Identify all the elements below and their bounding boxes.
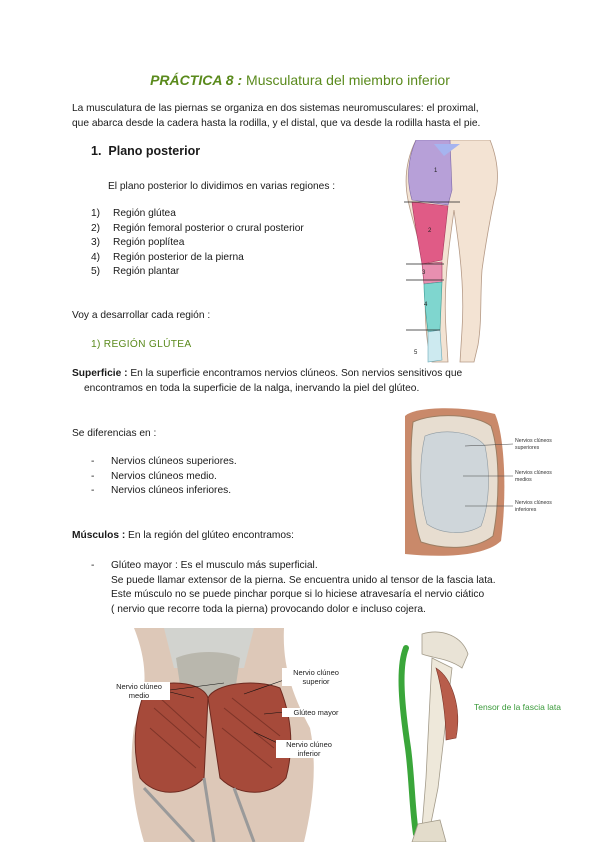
leg-label-1: 1: [434, 168, 438, 174]
buttock-nerves-illustration: [405, 406, 558, 558]
posterior-leg-illustration: [398, 140, 508, 366]
list-number: 5): [91, 266, 101, 278]
tensor-label: Tensor de la fascia lata: [474, 702, 561, 712]
gluteus-label-medio: Nervio clúneo medio: [108, 682, 170, 700]
list-dash: -: [91, 470, 95, 482]
musculos-bold: Músculos :: [72, 530, 126, 541]
superficie-bold: Superficie :: [72, 368, 128, 379]
gluteus-label-inferior: Nervio clúneo inferior: [276, 740, 342, 758]
gluteus-label-mayor: Glúteo mayor: [282, 708, 350, 717]
list-dash: -: [91, 560, 95, 571]
differences-text: Se diferencias en :: [72, 428, 157, 439]
gluteo-line: ( nervio que recorre toda la pierna) provocando dolor e incluso cojera.: [111, 603, 426, 615]
buttock-label-superior: Nervios clúneos superiores: [515, 438, 552, 451]
develop-text: Voy a desarrollar cada región :: [72, 310, 211, 321]
list-number: 3): [91, 237, 101, 249]
superficie-text: En la superficie encontramos nervios clúneos. Son nervios sensitivos que: [127, 368, 463, 379]
list-item: [91, 455, 237, 470]
page-title: [0, 72, 600, 88]
list-number: 4): [91, 251, 101, 263]
leg-label-4: 4: [424, 302, 428, 308]
list-item: [91, 222, 304, 237]
title-rest: Musculatura del miembro inferior: [242, 72, 450, 88]
section-title: Plano posterior: [108, 144, 201, 158]
list-item: [91, 251, 304, 266]
list-label: Región poplítea: [113, 237, 185, 249]
list-label: Región posterior de la pierna: [113, 251, 244, 263]
gluteo-line: Este músculo no se puede pinchar porque si lo hiciese atravesaría el nervio ciático: [111, 589, 485, 600]
title-lead: PRÁCTICA 8 :: [150, 72, 243, 88]
musculos-paragraph: [72, 529, 294, 544]
gluteo-line: Glúteo mayor : Es el musculo más superficial.: [111, 560, 318, 571]
gluteus-label-superior: Nervio clúneo superior: [282, 668, 350, 686]
list-dash: -: [91, 485, 95, 497]
list-item: [91, 265, 304, 280]
leg-svg: [398, 140, 508, 366]
leg-label-2: 2: [428, 228, 432, 234]
intro-line: La musculatura de las piernas se organiza en dos sistemas neuromusculares: el proximal,: [72, 103, 479, 114]
section-number: 1.: [91, 144, 102, 158]
list-number: 2): [91, 222, 101, 234]
regions-list: [91, 207, 304, 280]
section-subtitle: El plano posterior lo dividimos en varias regiones :: [108, 181, 336, 192]
gluteo-line: Se puede llamar extensor de la pierna. Se encuentra unido al tensor de la fascia lata.: [111, 574, 496, 586]
intro-line: que abarca desde la cadera hasta la rodilla, y el distal, que va desde la rodilla hasta el pie.: [72, 117, 481, 129]
leg-label-3: 3: [422, 270, 426, 276]
buttock-label-inferior: Nervios clúneos inferiores: [515, 500, 552, 513]
leg-label-5: 5: [414, 350, 418, 356]
list-label: Nervios clúneos inferiores.: [111, 485, 232, 497]
tensor-fascia-illustration: [392, 628, 472, 842]
list-label: Nervios clúneos superiores.: [111, 456, 237, 467]
list-number: 1): [91, 208, 101, 219]
buttock-label-medio: Nervios clúneos medios: [515, 470, 552, 483]
superficie-line: encontramos en toda la superficie de la nalga, inervando la piel del glúteo.: [84, 382, 420, 394]
superficie-paragraph: [72, 367, 542, 396]
gluteo-item: [91, 559, 561, 617]
list-label: Región glútea: [113, 208, 176, 219]
intro-paragraph: [72, 102, 542, 131]
list-dash: -: [91, 456, 95, 467]
musculos-text: En la región del glúteo encontramos:: [125, 530, 294, 541]
gluteus-svg: [104, 628, 351, 842]
list-item: [91, 484, 237, 499]
list-label: Región plantar: [113, 266, 180, 278]
list-item: [91, 470, 237, 485]
section-heading: [91, 144, 200, 158]
region-heading: 1) REGIÓN GLÚTEA: [91, 339, 192, 350]
list-label: Región femoral posterior o crural posterior: [113, 222, 304, 234]
plantar-region-shape: [428, 330, 442, 362]
list-item: [91, 207, 304, 222]
list-item: [91, 236, 304, 251]
nerves-list: [91, 455, 237, 499]
tensor-svg: [392, 628, 472, 842]
gluteus-maximus-illustration: [104, 628, 351, 842]
list-label: Nervios clúneos medio.: [111, 470, 217, 482]
